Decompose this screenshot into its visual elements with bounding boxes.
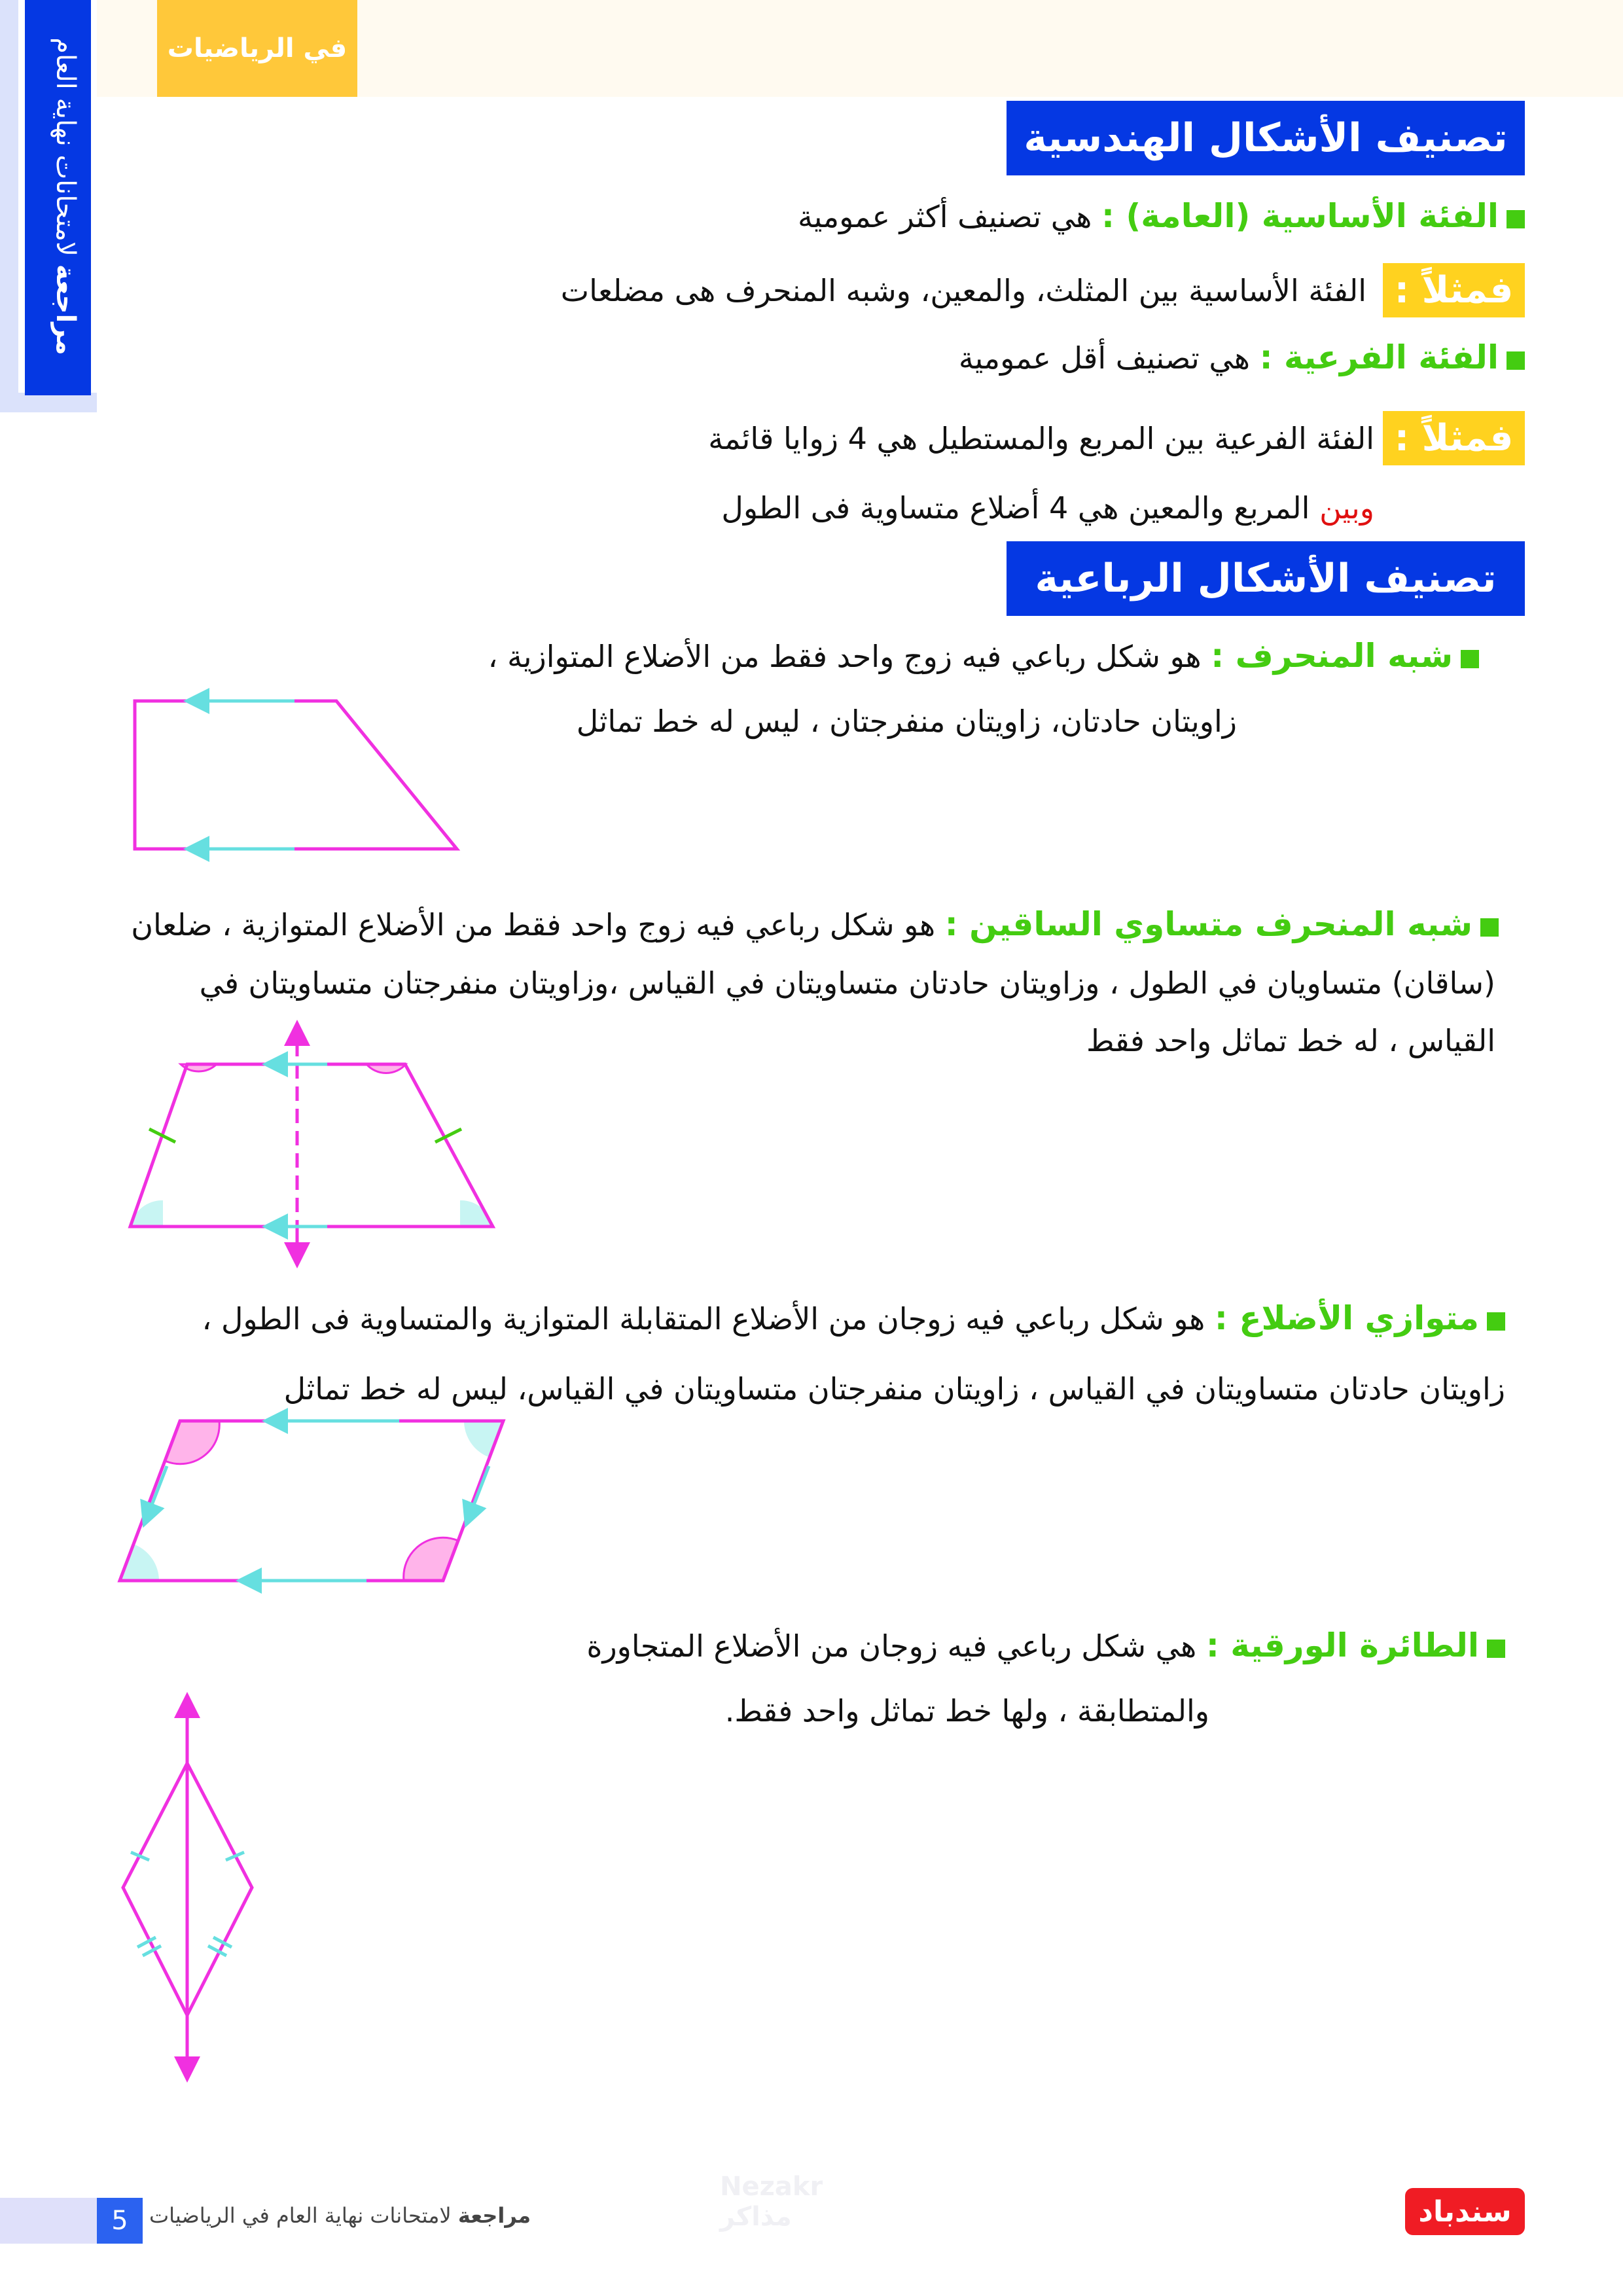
- kite-term: الطائرة الورقية :: [1205, 1626, 1479, 1664]
- basic-def: هي تصنيف أكثر عمومية: [797, 199, 1092, 234]
- basic-term: الفئة الأساسية (العامة) :: [1101, 197, 1499, 235]
- brand-logo: سندباد: [1405, 2188, 1525, 2235]
- side-title-rest: لامتحانات نهاية العام: [50, 37, 80, 257]
- isosceles-def-1: هو شكل رباعي فيه زوج واحد فقط من الأضلاع المتوازية ، ضلعان: [131, 907, 936, 942]
- kite-def-1: هي شكل رباعي فيه زوجان من الأضلاع المتجاورة: [586, 1628, 1197, 1664]
- trapezoid-figure: [135, 701, 457, 849]
- kite-def-2: والمتطابقة ، ولها خط تماثل واحد فقط.: [724, 1693, 1209, 1729]
- example-label-2: فمثلاً :: [1383, 411, 1525, 465]
- example-label-1: فمثلاً :: [1383, 263, 1525, 317]
- sub-def: هي تصنيف أقل عمومية: [958, 340, 1251, 376]
- parallelogram-def-2: زاويتان حادتان متساويتان في القياس ، زاويتان منفرجتان متساويتان في القياس، ليس له خط تماثل: [283, 1371, 1505, 1407]
- trapezoid-def-2: زاويتان حادتان، زاويتان منفرجتان ، ليس له خط تماثل: [576, 704, 1237, 739]
- section-title-quadrilaterals: تصنيف الأشكال الرباعية: [1007, 541, 1525, 616]
- example-3-red: وبين: [1319, 490, 1374, 526]
- isosceles-trapezoid-figure: [130, 1026, 493, 1262]
- section-title-geometric: تصنيف الأشكال الهندسية: [1007, 101, 1525, 175]
- trapezoid-def-1: هو شكل رباعي فيه زوج واحد فقط من الأضلاع المتوازية ،: [488, 639, 1202, 674]
- example-2-text: الفئة الفرعية بين المربع والمستطيل هي 4 زوايا قائمة: [708, 421, 1374, 456]
- example-3-text: المربع والمعين هي 4 أضلاع متساوية فى الطول: [721, 490, 1310, 526]
- footer-text-bold: مراجعة: [457, 2203, 531, 2228]
- parallelogram-def-1: هو شكل رباعي فيه زوجان من الأضلاع المتقابلة المتوازية والمتساوية فى الطول ،: [202, 1301, 1205, 1336]
- parallelogram-figure: [120, 1421, 503, 1581]
- footer-text: [149, 2203, 531, 2228]
- isosceles-def-2: (ساقان) متساويان في الطول ، وزاويتان حادتان متساويتان في القياس ،وزاويتان منفرجتان متساويتان في: [199, 965, 1495, 1001]
- parallel-arrow-icon: [145, 1466, 167, 1522]
- footer-text-rest: لامتحانات نهاية العام في الرياضيات: [149, 2203, 452, 2228]
- trapezoid-term: شبه المنحرف :: [1211, 637, 1453, 675]
- footer-accent: [0, 2198, 97, 2244]
- side-title-bold: مراجعة: [50, 264, 80, 355]
- watermark-logo: Nezakr مذاكر: [720, 2172, 823, 2232]
- isosceles-term: شبه المنحرف متساوي الساقين :: [944, 905, 1472, 943]
- page-number: 5: [97, 2198, 143, 2244]
- parallel-arrow-icon: [467, 1466, 489, 1522]
- kite-figure: [123, 1698, 252, 2076]
- example-1-text: الفئة الأساسية بين المثلث، والمعين، وشبه المنحرف هى مضلعات: [560, 273, 1366, 308]
- tick-mark: [435, 1129, 461, 1142]
- subject-label: في الرياضيات: [157, 0, 357, 97]
- parallelogram-term: متوازي الأضلاع :: [1214, 1299, 1479, 1337]
- isosceles-def-3: القياس ، له خط تماثل واحد فقط: [1086, 1023, 1495, 1058]
- sub-term: الفئة الفرعية :: [1259, 338, 1499, 376]
